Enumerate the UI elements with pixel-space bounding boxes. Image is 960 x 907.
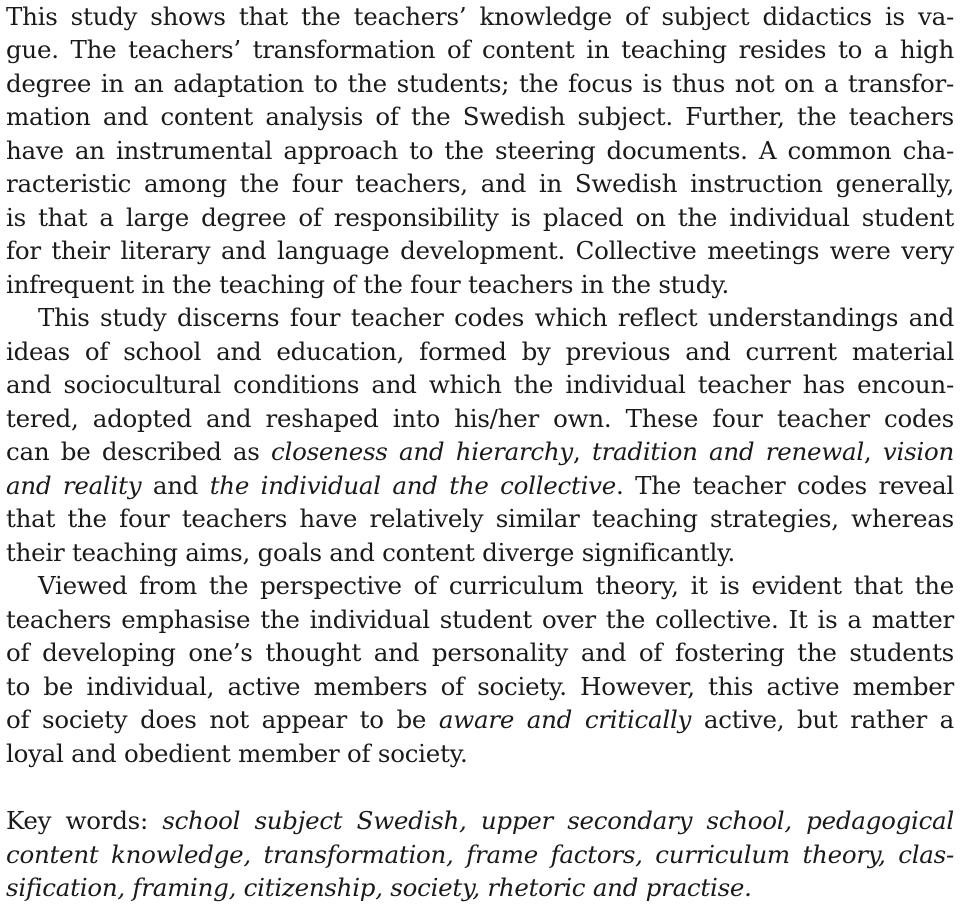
text-span: , <box>863 437 883 466</box>
paragraph-1-line: This study shows that the teachers’ knowledge of subject didactics is va- <box>6 2 954 31</box>
keywords-list: content knowledge, transformation, frame factors, curriculum theory, clas- <box>6 840 954 869</box>
italic-code-tradition-renewal: tradition and renewal <box>591 437 864 466</box>
italic-code-reality: and reality <box>6 471 142 500</box>
paragraph-1-line: infrequent in the teaching of the four teachers in the study. <box>6 270 730 299</box>
paragraph-3-line: to be individual, active members of society. However, this active member <box>6 672 954 701</box>
paragraph-1-line: degree in an adaptation to the students; the focus is thus not on a transfor- <box>6 69 954 98</box>
paragraph-3-line: teachers emphasise the individual student over the collective. It is a matter <box>6 605 954 634</box>
paragraph-1-line: is that a large degree of responsibility is placed on the individual student <box>6 203 954 232</box>
paragraph-2-line: that the four teachers have relatively similar teaching strategies, whereas <box>6 504 954 533</box>
paragraph-2-line: and sociocultural conditions and which the individual teacher has encoun- <box>6 370 954 399</box>
keywords-line <box>6 804 954 838</box>
paragraph-1-line: have an instrumental approach to the steering documents. A common cha- <box>6 136 954 165</box>
paragraph-2-line: This study discerns four teacher codes which reflect understandings and <box>38 303 954 332</box>
paragraph-2-line: ideas of school and education, formed by previous and current material <box>6 337 954 366</box>
paragraph-1-line: gue. The teachers’ transformation of content in teaching resides to a high <box>6 35 954 64</box>
keywords-line <box>6 838 954 872</box>
keywords-list: sification, framing, citizenship, society, rhetoric and practise. <box>6 873 752 902</box>
paragraph-3-line: Viewed from the perspective of curriculum theory, it is evident that the <box>38 571 954 600</box>
paragraph-2-line <box>6 435 954 469</box>
italic-aware-critically: aware and critically <box>438 705 692 734</box>
text-span: , <box>573 437 592 466</box>
italic-code-closeness-hierarchy: closeness and hierarchy <box>271 437 573 466</box>
italic-code-vision: vision <box>882 437 955 466</box>
keywords-line <box>6 871 954 905</box>
text-span: and <box>141 471 210 500</box>
paragraph-1-line: for their literary and language development. Collective meetings were very <box>6 236 954 265</box>
text-span: of society does not appear to be <box>6 705 439 734</box>
keywords-label: Key words: <box>6 806 163 835</box>
paragraph-3-line: of developing one’s thought and personality and of fostering the students <box>6 638 954 667</box>
paragraph-3-line: loyal and obedient member of society. <box>6 739 468 768</box>
paragraph-2-line: their teaching aims, goals and content diverge significantly. <box>6 538 735 567</box>
text-span: . The teacher codes reveal <box>616 471 954 500</box>
paragraph-2-line <box>6 469 954 503</box>
italic-code-individual-collective: the individual and the collective <box>209 471 617 500</box>
text-span: can be described as <box>6 437 272 466</box>
paragraph-1-line: racteristic among the four teachers, and in Swedish instruction generally, <box>6 169 954 198</box>
paragraph-3-line <box>6 703 954 737</box>
paragraph-1-line: mation and content analysis of the Swedish subject. Further, the teachers <box>6 102 954 131</box>
paragraph-2-line: tered, adopted and reshaped into his/her own. These four teacher codes <box>6 404 954 433</box>
text-span: active, but rather a <box>691 705 954 734</box>
keywords-list: school subject Swedish, upper secondary school, pedagogical <box>162 806 954 835</box>
